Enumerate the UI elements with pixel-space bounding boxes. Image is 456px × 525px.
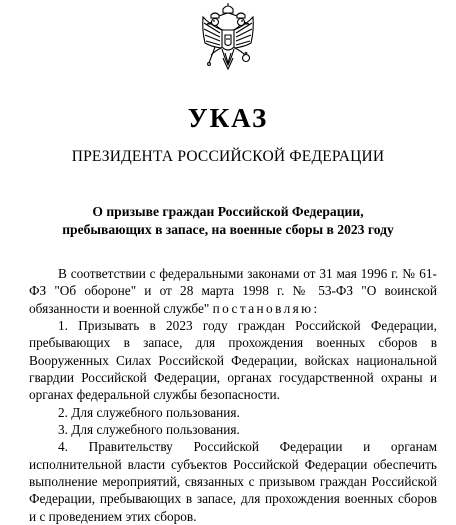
decree-body — [29, 265, 437, 525]
paragraph-item-1: 1. Призывать в 2023 году граждан Российской Федерации, пребывающих в запасе, для прохождения военных сборов в Вооруженных Силах Российской Федерации, войсках национальной гвардии Российской Федерации, органах государственной охраны и органах федеральной службы безопасности. — [29, 318, 437, 403]
decree-title: УКАЗ — [187, 103, 269, 133]
decree-heading-line-1: О призыве граждан Российской Федерации, — [92, 204, 364, 219]
paragraph-item-4: 4. Правительству Российской Федерации и органам исполнительной власти субъектов Российской Федерации обеспечить выполнение мероприятий, связанных с призывом граждан Российской Федерации, пребывающих в запасе, для прохождения военных сборов и с проведением этих сборов. — [29, 439, 437, 524]
preamble-paragraph — [29, 265, 437, 317]
decree-heading — [40, 203, 416, 238]
paragraph-item-3: 3. Для служебного пользования. — [58, 422, 240, 438]
paragraph-item-2: 2. Для служебного пользования. — [58, 404, 240, 420]
coat-of-arms-icon — [200, 3, 256, 81]
preamble-text: В соответствии с федеральными законами от 31 мая 1996 г. № 61-ФЗ "Об обороне" и от 28 марта 1998 г. № 53-ФЗ "О воинской обязанности и военной службе" — [29, 266, 437, 316]
preamble-resolution: постановляю: — [212, 300, 320, 316]
decree-heading-line-2: пребывающих в запасе, на военные сборы в 2023 году — [62, 221, 394, 237]
issuer-subtitle: ПРЕЗИДЕНТА РОССИЙСКОЙ ФЕДЕРАЦИИ — [71, 148, 385, 165]
